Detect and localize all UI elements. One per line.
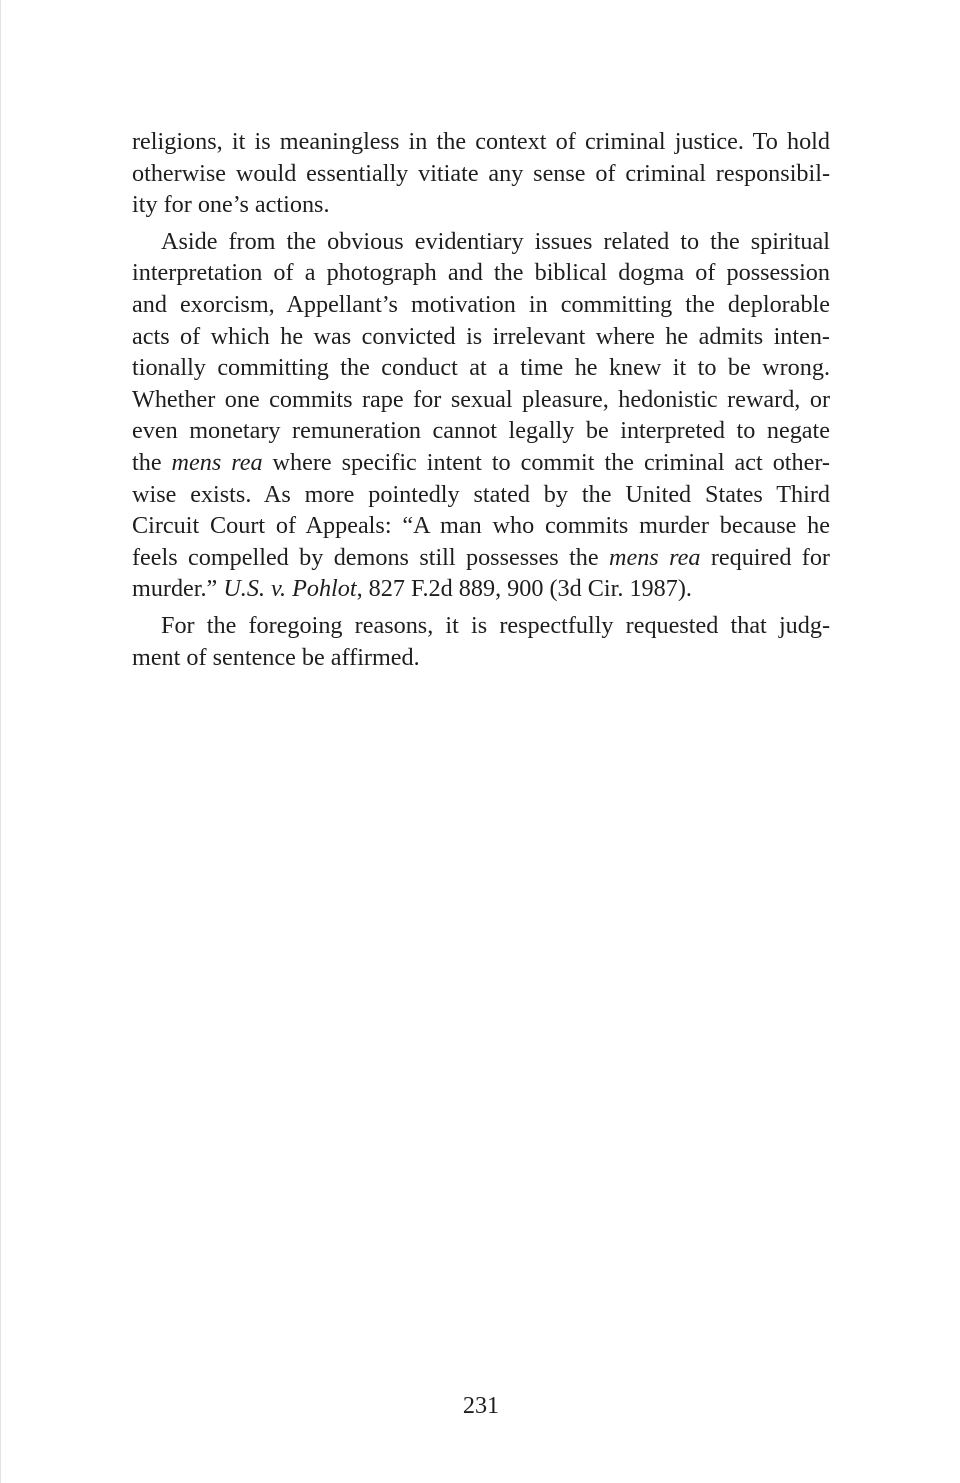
text-run: Whether one commits rape for sexual pleasure, hedonistic reward, or (132, 385, 830, 413)
text-line (132, 479, 830, 511)
text-run: acts of which he was convicted is irrelevant where he admits inten- (132, 322, 830, 350)
text-line (132, 542, 830, 574)
paragraph (132, 610, 830, 673)
text-line (132, 610, 830, 642)
text-run: For the foregoing reasons, it is respectfully requested that judg- (161, 611, 830, 639)
text-run: Circuit Court of Appeals: “A man who commits murder because he (132, 512, 830, 540)
text-line (132, 189, 830, 221)
text-line (132, 447, 830, 479)
text-run: ity for one’s actions. (132, 191, 330, 219)
italic-text: mens rea (171, 448, 263, 476)
text-line (132, 126, 830, 158)
page-number: 231 (462, 1392, 500, 1419)
text-line (132, 257, 830, 289)
text-line (132, 158, 830, 190)
paragraph (132, 126, 830, 221)
text-run: religions, it is meaningless in the context of criminal justice. To hold (132, 128, 830, 155)
text-run: , 827 F.2d 889, 900 (3d Cir. 1987). (356, 575, 692, 603)
text-run: ment of sentence be affirmed. (132, 643, 420, 671)
text-run: tionally committing the conduct at a time he knew it to be wrong. (132, 354, 830, 382)
paragraph (132, 226, 830, 605)
text-run: where specific intent to commit the criminal act other- (262, 448, 830, 476)
text-line (132, 321, 830, 353)
text-run: murder.” (132, 575, 224, 603)
text-line (132, 642, 830, 674)
text-run: feels compelled by demons still possesses the (132, 543, 610, 571)
italic-text: U.S. v. Pohlot (223, 575, 357, 603)
text-run: Aside from the obvious evidentiary issues related to the spiritual (161, 227, 830, 255)
text-line (132, 384, 830, 416)
text-run: wise exists. As more pointedly stated by the United States Third (132, 480, 830, 508)
text-line (132, 415, 830, 447)
text-run: required for (700, 543, 830, 571)
text-line (132, 289, 830, 321)
text-run: interpretation of a photograph and the biblical dogma of possession (132, 259, 830, 287)
text-run: and exorcism, Appellant’s motivation in committing the deplorable (132, 290, 830, 318)
text-line (132, 352, 830, 384)
body-text (132, 126, 830, 673)
text-run: otherwise would essentially vitiate any sense of criminal responsibil- (132, 159, 830, 187)
text-line (132, 510, 830, 542)
text-run: even monetary remuneration cannot legally be interpreted to negate (132, 417, 830, 445)
italic-text: mens rea (609, 543, 701, 571)
text-line (132, 573, 830, 605)
text-run: the (132, 448, 172, 476)
text-line (132, 226, 830, 258)
